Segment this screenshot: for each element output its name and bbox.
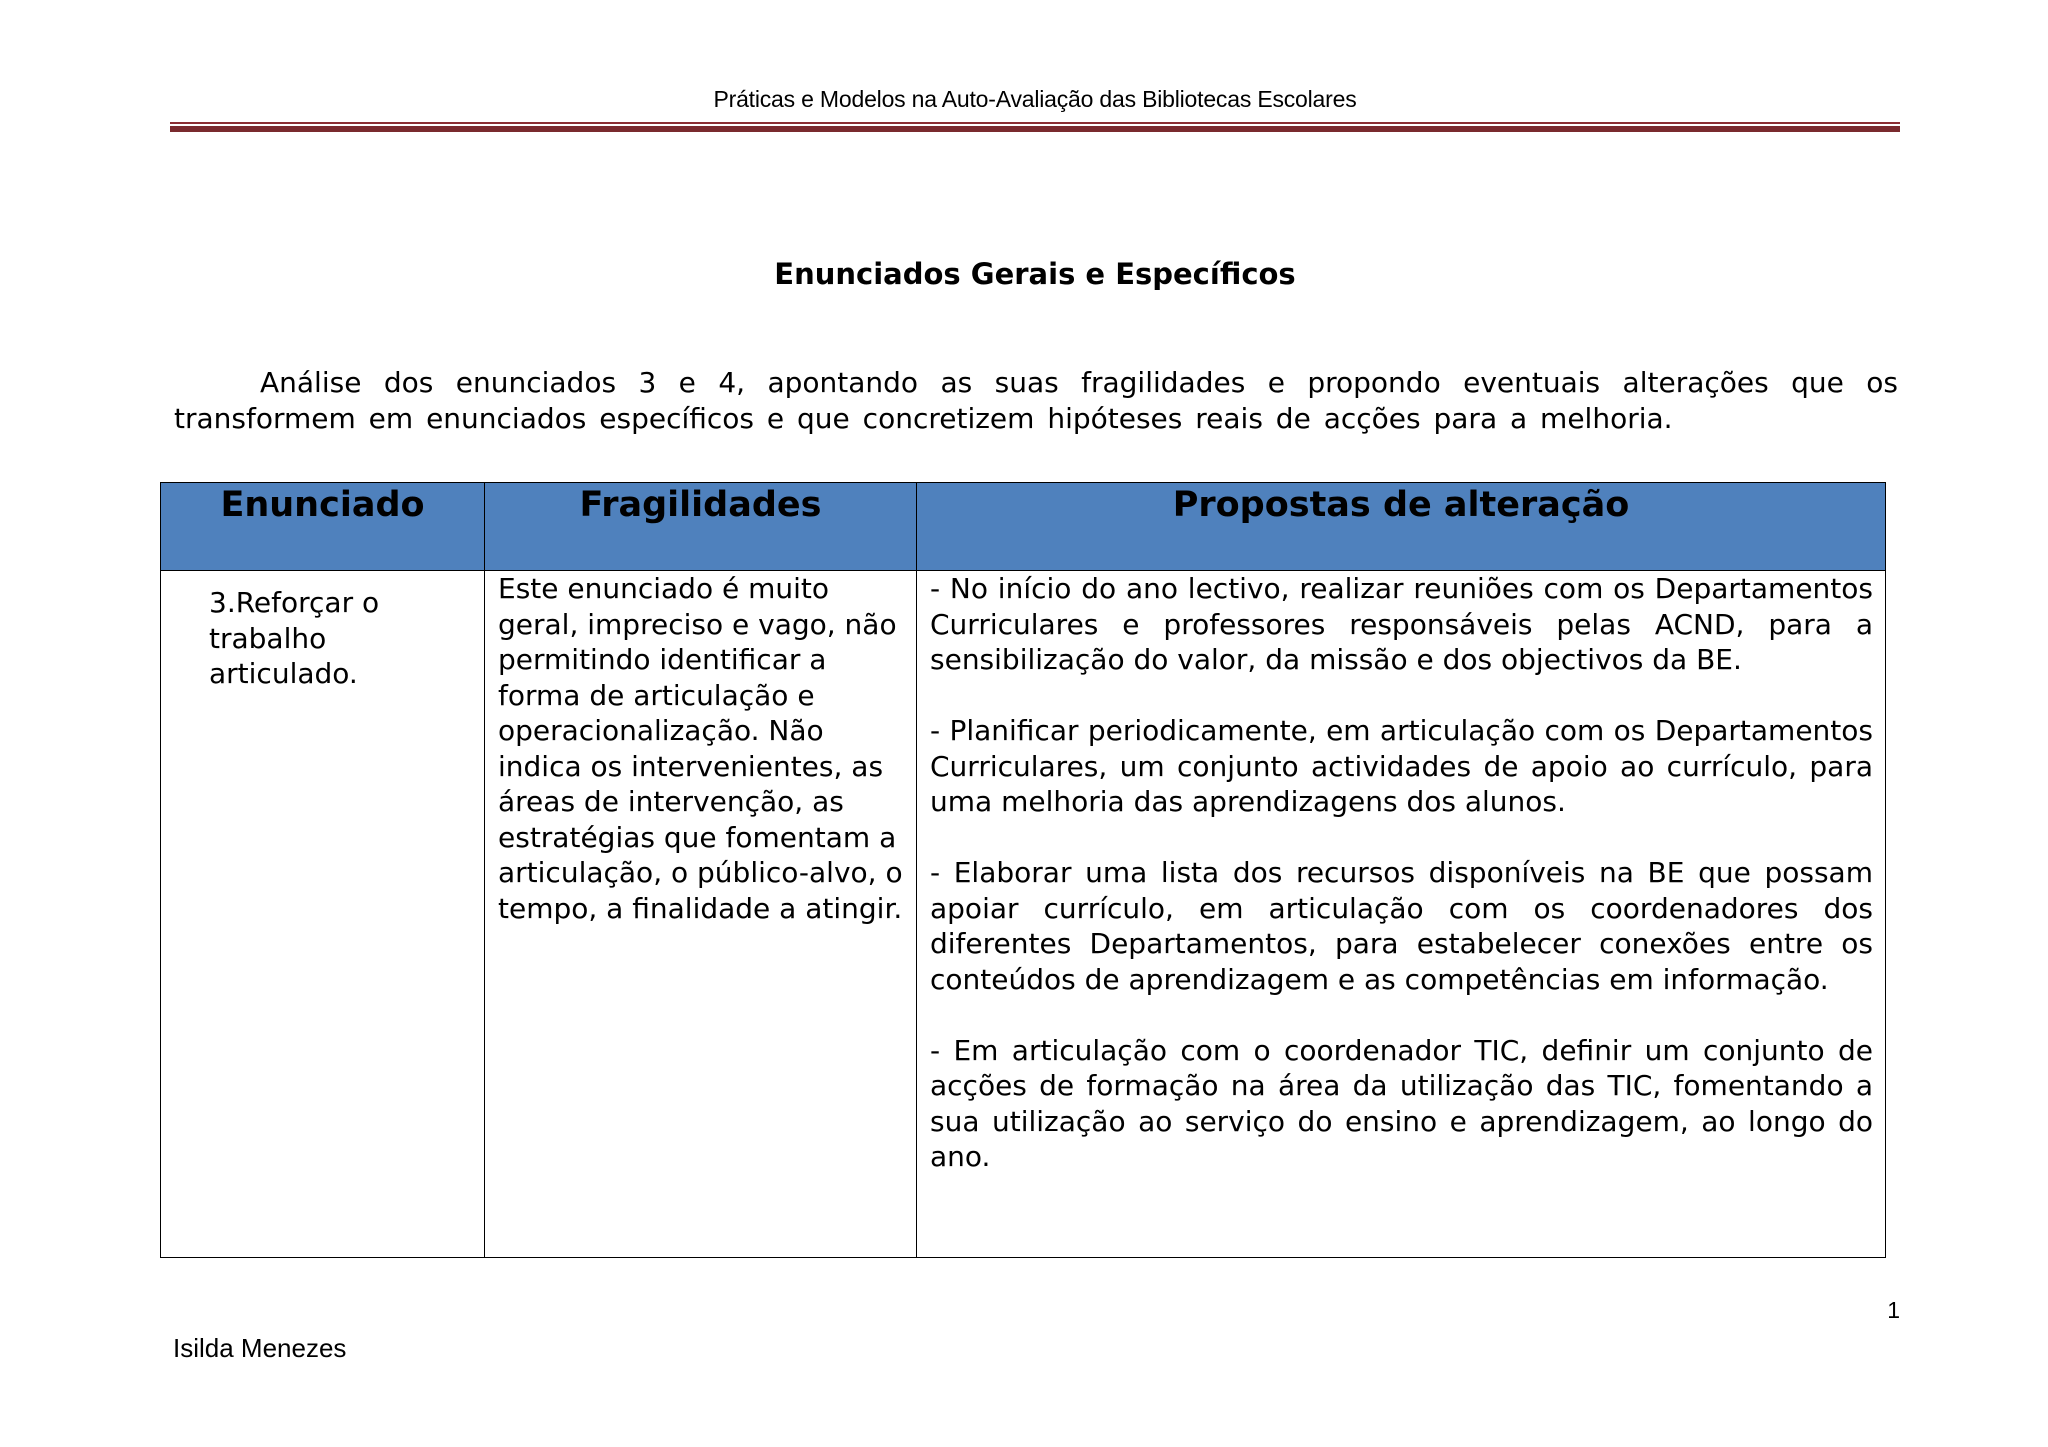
header-rule-thick xyxy=(170,126,1900,132)
header-rule xyxy=(170,122,1900,132)
intro-paragraph: Análise dos enunciados 3 e 4, apontando as suas fragilidades e propondo eventuais alterações que os transformem em enunciados específicos e que concretizem hipóteses reais de acções para a melhoria. xyxy=(174,366,1898,435)
footer-author: Isilda Menezes xyxy=(173,1333,347,1363)
table-header-row xyxy=(161,483,1886,571)
proposal-item: - Elaborar uma lista dos recursos disponíveis na BE que possam apoiar currículo, em articulação com os coordenadores dos diferentes Departamentos, para estabelecer conexões entre os conteúdos de aprendizagem e as competências em informação. xyxy=(930,856,1873,996)
table-row xyxy=(161,571,1886,1258)
running-header: Práticas e Modelos na Auto-Avaliação das Bibliotecas Escolares xyxy=(713,86,1357,112)
proposal-item: - No início do ano lectivo, realizar reuniões com os Departamentos Curriculares e professores responsáveis pelas ACND, para a sensibilização do valor, da missão e dos objectivos da BE. xyxy=(930,572,1873,676)
proposal-item: - Em articulação com o coordenador TIC, definir um conjunto de acções de formação na área da utilização das TIC, fomentando a sua utilização ao serviço do ensino e aprendizagem, ao longo do ano. xyxy=(930,1033,1873,1173)
document-title: Enunciados Gerais e Específicos xyxy=(774,257,1296,291)
column-header-enunciado: Enunciado xyxy=(161,483,485,571)
page-number: 1 xyxy=(1887,1297,1900,1323)
proposal-item: - Planificar periodicamente, em articulação com os Departamentos Curriculares, um conjunto actividades de apoio ao currículo, para uma melhoria das aprendizagens dos alunos. xyxy=(930,714,1873,818)
header-rule-thin xyxy=(170,122,1900,124)
column-header-fragilidades: Fragilidades xyxy=(485,483,917,571)
cell-propostas xyxy=(917,571,1886,1258)
analysis-table xyxy=(160,482,1886,1258)
column-header-propostas: Propostas de alteração xyxy=(917,483,1886,571)
cell-fragilidades: Este enunciado é muito geral, impreciso e vago, não permitindo identificar a forma de articulação e operacionalização. Não indica os intervenientes, as áreas de intervenção, as estratégias que fomentam a articulação, o público-alvo, o tempo, a finalidade a atingir. xyxy=(485,571,917,1258)
cell-enunciado: 3.Reforçar o trabalho articulado. xyxy=(161,571,485,1258)
